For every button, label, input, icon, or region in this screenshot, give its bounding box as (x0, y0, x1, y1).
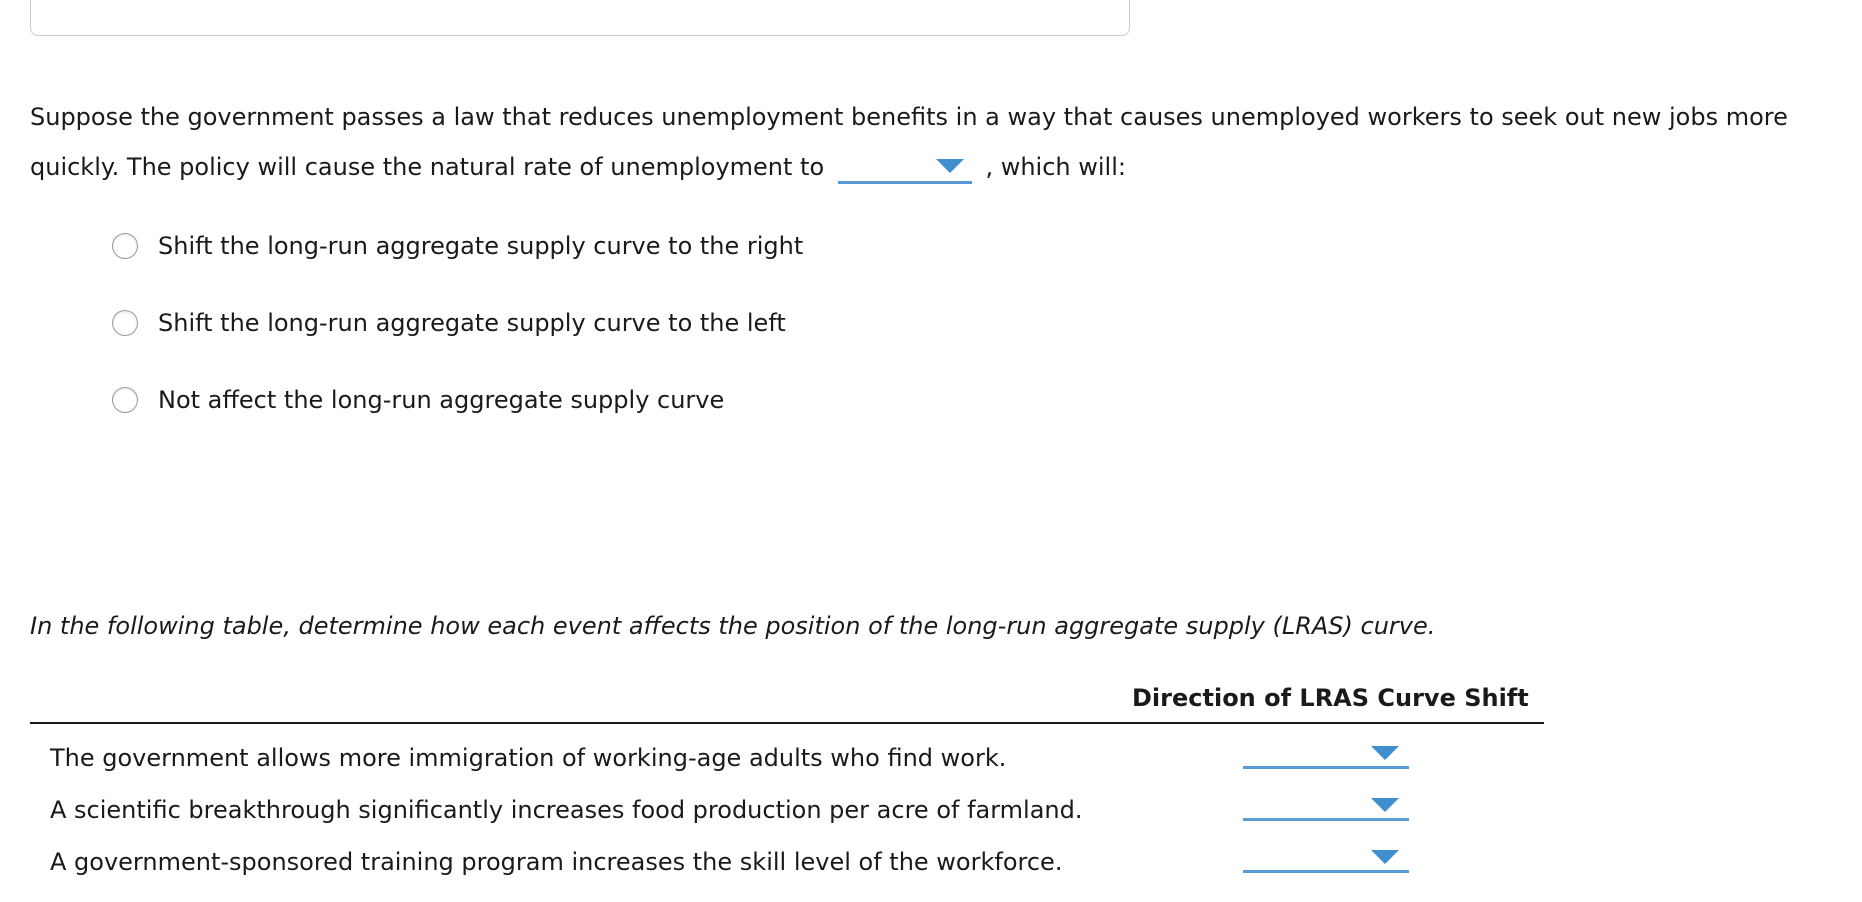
lras-shift-dropdown[interactable] (1243, 736, 1409, 769)
option-label: Not affect the long-run aggregate supply curve (158, 386, 725, 414)
table-instruction: In the following table, determine how each event affects the position of the long-run aggregate supply (LRAS) curve. (30, 612, 1436, 640)
chevron-down-icon (1371, 746, 1399, 760)
question-line-1: Suppose the government passes a law that reduces unemployment benefits in a way that causes unemployed workers to seek out new jobs more (30, 103, 1788, 131)
event-label: A scientific breakthrough significantly increases food production per acre of farmland. (50, 796, 1083, 824)
question-line-2-before: quickly. The policy will cause the natural rate of unemployment to (30, 153, 825, 181)
chevron-down-icon (1371, 798, 1399, 812)
table-row (50, 834, 1450, 886)
chevron-down-icon (1371, 850, 1399, 864)
option-label: Shift the long-run aggregate supply curve to the right (158, 232, 804, 260)
table-column-header: Direction of LRAS Curve Shift (1132, 684, 1529, 712)
radio-button[interactable] (112, 387, 138, 413)
question-line-2-after: , which will: (985, 153, 1126, 181)
event-label: A government-sponsored training program increases the skill level of the workforce. (50, 848, 1063, 876)
lras-shift-dropdown[interactable] (1243, 840, 1409, 873)
option-label: Shift the long-run aggregate supply curve to the left (158, 309, 786, 337)
previous-answer-box (30, 0, 1130, 36)
chevron-down-icon (936, 159, 964, 173)
option-no-effect[interactable] (112, 382, 803, 418)
natural-rate-dropdown[interactable] (838, 153, 972, 184)
question-text (30, 92, 1830, 192)
option-shift-right[interactable] (112, 228, 803, 264)
table-divider (30, 722, 1544, 724)
question-line-2 (30, 142, 1830, 192)
table-row (50, 730, 1450, 782)
radio-button[interactable] (112, 233, 138, 259)
event-label: The government allows more immigration of working-age adults who find work. (50, 744, 1007, 772)
lras-shift-dropdown[interactable] (1243, 788, 1409, 821)
answer-options (112, 228, 803, 459)
option-shift-left[interactable] (112, 305, 803, 341)
radio-button[interactable] (112, 310, 138, 336)
table-row (50, 782, 1450, 834)
